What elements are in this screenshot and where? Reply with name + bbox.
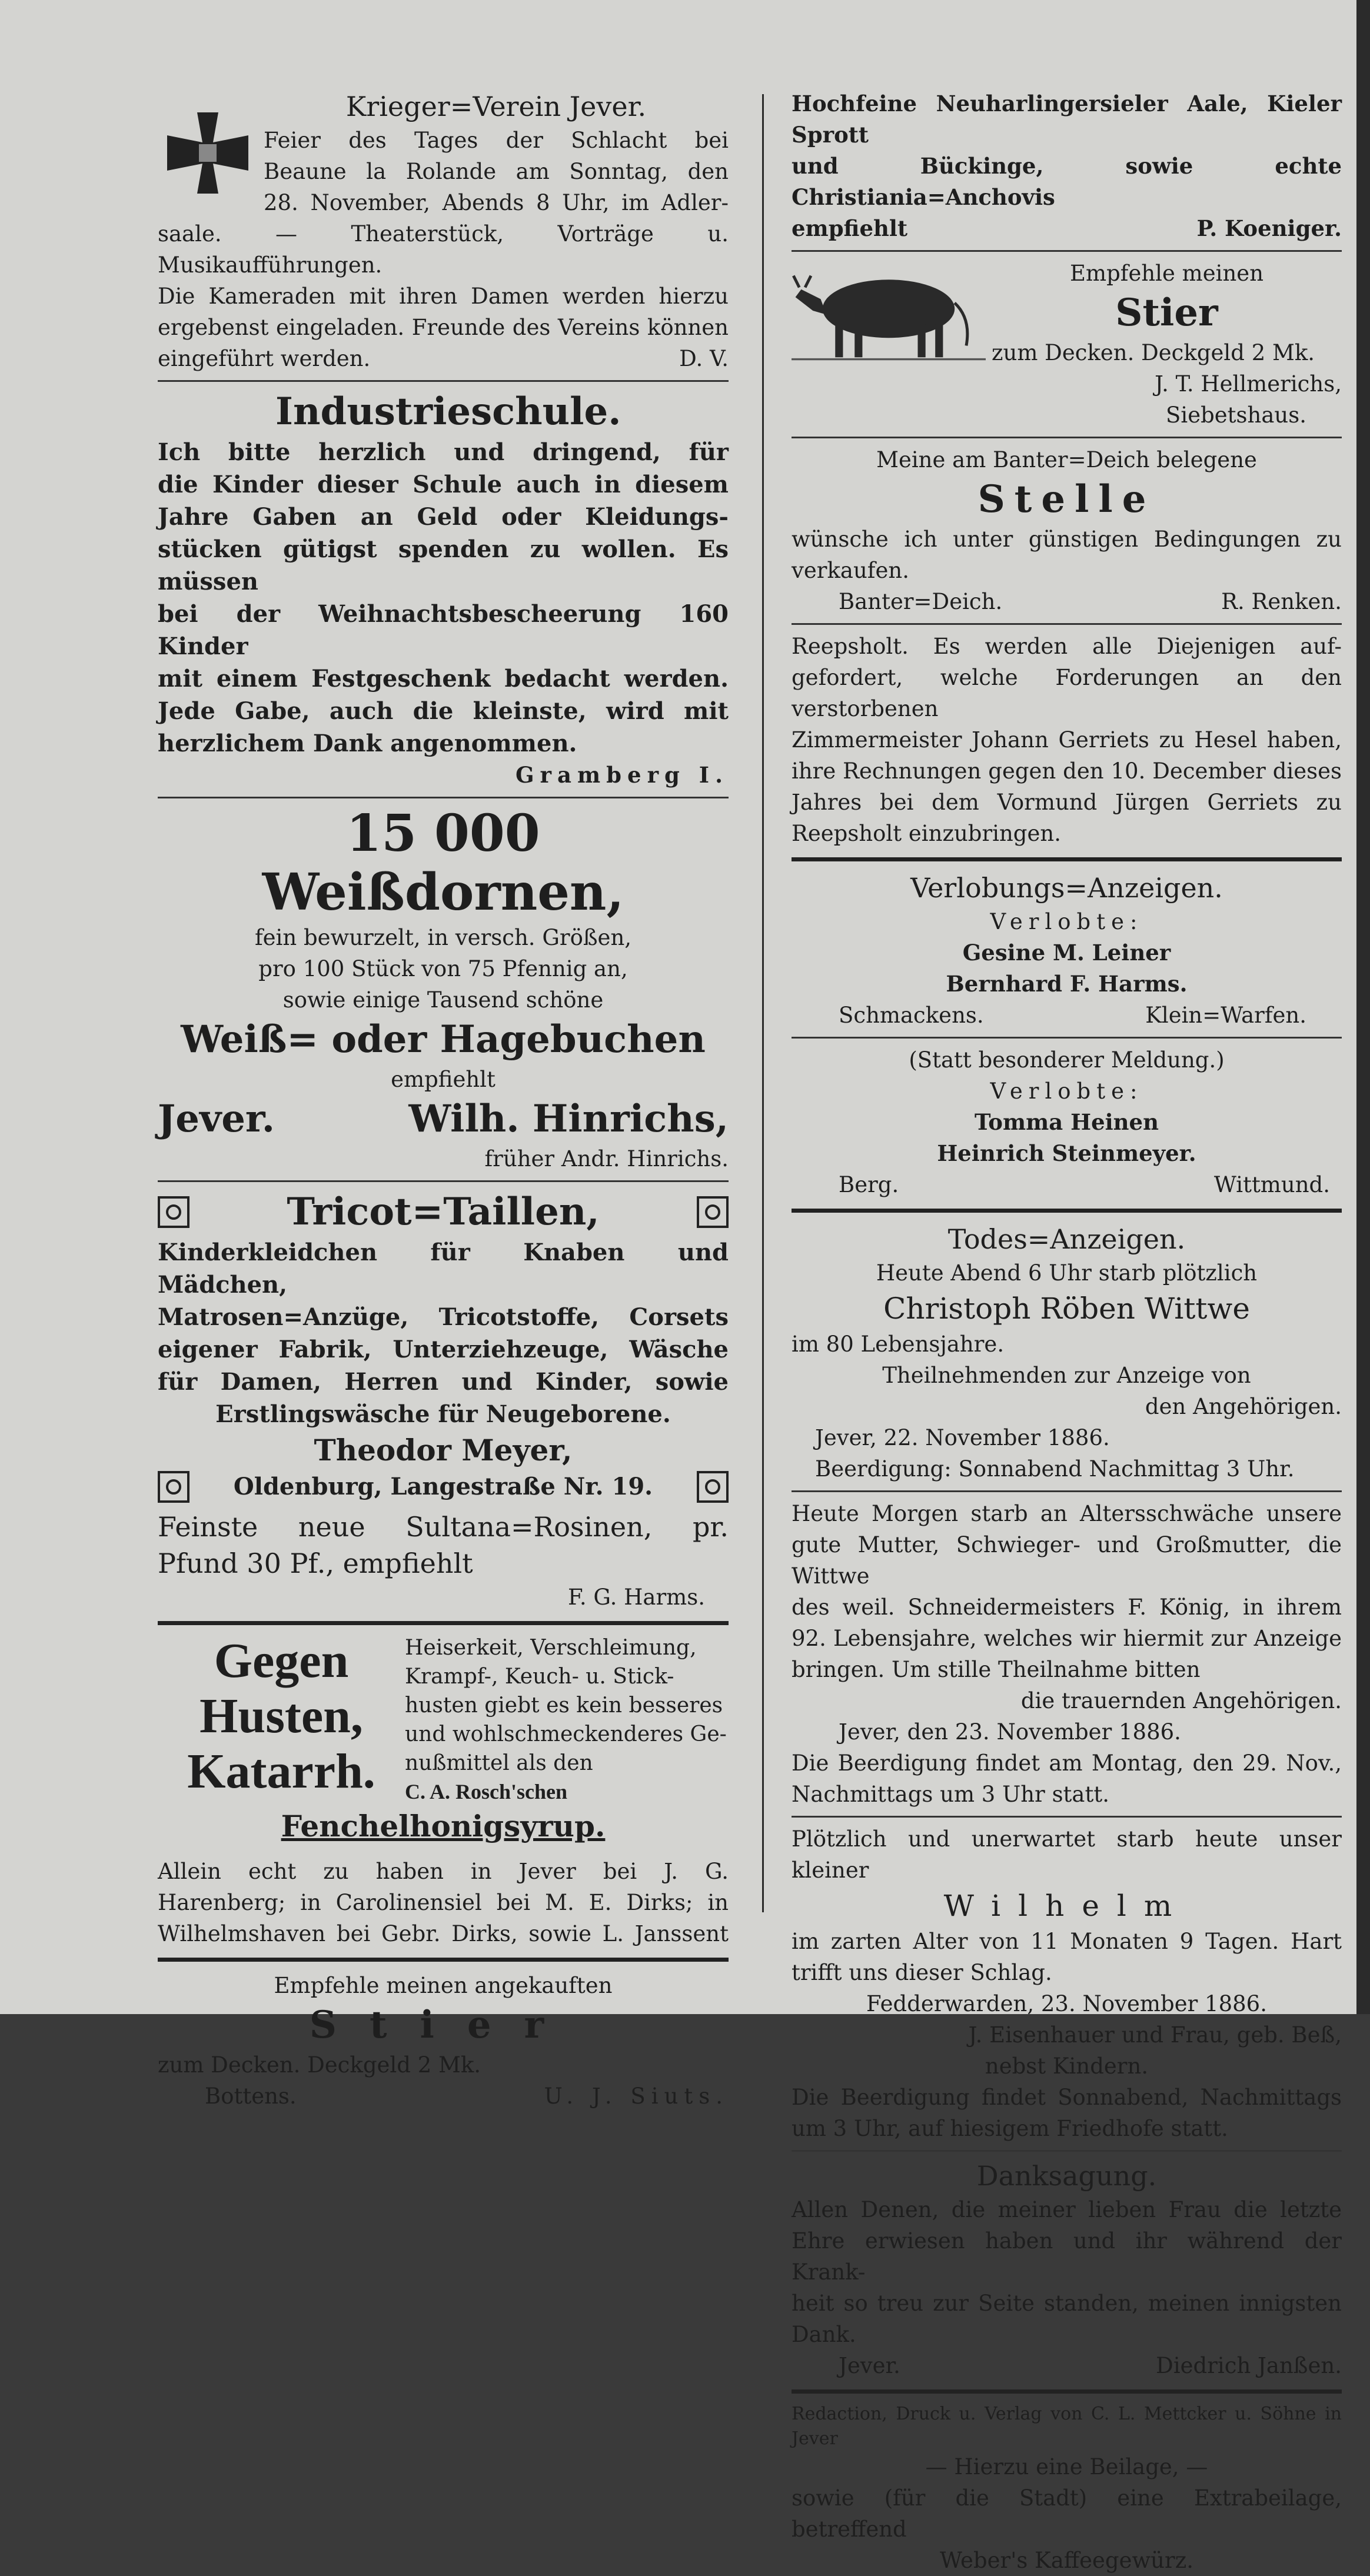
aale-ad: Hochfeine Neuharlingersieler Aale, Kieler Sprott und Bückinge, sowie echte Christiania=Anchovis empfiehlt P. Koeniger. xyxy=(792,91,1342,241)
imprint-footer: Redaction, Druck u. Verlag von C. L. Mettcker u. Söhne in Jever — Hierzu eine Beilage, — sowie (für die Stadt) eine Extrabeilage, betreffend Weber's Kaffeegewürz. xyxy=(792,2404,1342,2573)
iron-cross-icon xyxy=(164,94,252,212)
weissdornen-title: 15 000 Weißdornen, xyxy=(262,804,624,922)
divider xyxy=(792,623,1342,625)
stier-ad-top: Empfehle meinen Stier zum Decken. Deckgeld 2 Mk. J. T. Hellmerichs, Siebetshaus. xyxy=(792,258,1342,431)
left-column xyxy=(158,88,729,2112)
divider xyxy=(158,1180,729,1182)
page-edge xyxy=(1356,0,1370,2014)
industrieschule-title: Industrieschule. xyxy=(275,390,621,434)
divider xyxy=(792,1209,1342,1213)
verlobung-section: Verlobungs=Anzeigen. Verlobte: Gesine M. Leiner Bernhard F. Harms. Schmackens. Klein=Warfen. (Statt besonderer Meldung.) Verlobte: Tomma Heinen Heinrich Steinmeyer. Berg. Wittmund. xyxy=(792,870,1342,1200)
todes-title: Todes=Anzeigen. xyxy=(947,1223,1186,1255)
bull-icon xyxy=(792,258,986,370)
tricot-ad: Tricot=Taillen, Kinderkleidchen für Knaben und Mädchen, Matrosen=Anzüge, Tricotstoffe, Corsets eigener Fabrik, Unterziehzeuge, Wäsche für Damen, Herren und Kinder, sowie Erstlingswäsche für Neugeborene. Theodor Meyer, Oldenburg, Langestraße Nr. 19. xyxy=(158,1188,729,1503)
divider xyxy=(158,380,729,382)
krieger-title: Krieger=Verein Jever. xyxy=(345,91,647,122)
divider xyxy=(792,250,1342,252)
divider xyxy=(792,857,1342,861)
column-rule xyxy=(762,94,764,1912)
ornament-icon xyxy=(158,1196,189,1228)
right-column xyxy=(792,88,1342,2576)
husten-ad: Gegen Husten, Katarrh. Heiserkeit, Verschleimung, Krampf-, Keuch- u. Stick- husten giebt es kein besseres und wohlschmeckenderes Ge- nußmittel als den C. A. Rosch'schen Fenchelhonigsyrup. Allein echt zu haben in Jever bei J. G. Harenberg; in Carolinensiel bei M. E. Dirks; in Wilhelmshaven bei Gebr. Dirks, sowie L. Janssent xyxy=(158,1633,729,1946)
divider xyxy=(158,1621,729,1625)
divider xyxy=(792,2389,1342,2394)
reepsholt-notice: Reepsholt. Es werden alle Diejenigen auf- gefordert, welche Forderungen an den verstorbenen Zimmermeister Johann Gerriets zu Hesel haben, ihre Rechnungen gegen den 10. December dieses Jahres bei dem Vormund Jürgen Gerriets zu Reepsholt einzubringen. xyxy=(792,634,1342,846)
ornament-icon xyxy=(158,1471,189,1503)
verlobung-title: Verlobungs=Anzeigen. xyxy=(910,872,1223,904)
industrieschule-ad: Industrieschule. Ich bitte herzlich und dringend, für die Kinder dieser Schule auch in diesem Jahre Gaben an Geld oder Kleidungs- stücken gütigst spenden zu wollen. Es müssen bei der Weihnachtsbescheerung 160 Kinder mit einem Festgeschenk bedacht werden. Jede Gabe, auch die kleinste, wird mit herzlichem Dank angenommen. Gramberg I. xyxy=(158,388,729,791)
divider xyxy=(158,1958,729,1962)
rosinen-ad: Feinste neue Sultana=Rosinen, pr. Pfund 30 Pf., empfiehlt F. G. Harms. xyxy=(158,1511,729,1610)
stelle-ad: Meine am Banter=Deich belegene Stelle wünsche ich unter günstigen Bedingungen zu verkaufen. Banter=Deich. R. Renken. xyxy=(792,447,1342,614)
ornament-icon xyxy=(697,1471,729,1503)
todes-section: Todes=Anzeigen. Heute Abend 6 Uhr starb plötzlich Christoph Röben Wittwe im 80 Lebensjahre. Theilnehmenden zur Anzeige von den Angehörigen. Jever, 22. November 1886. Beerdigung: Sonnabend Nachmittag 3 Uhr. Heute Morgen starb an Altersschwäche unsere gute Mutter, Schwieger- und Großmutter, die Wittwe des weil. Schneidermeisters F. König, in ihrem 92. Lebensjahre, welches wir hiermit zur Anzeige bringen. Um stille Theilnahme bitten die trauernden Angehörigen. Jever, den 23. November 1886. Die Beerdigung findet am Montag, den 29. Nov., Nachmittags um 3 Uhr statt. Plötzlich und unerwartet starb heute unser kleiner Wilhelm im zarten Alter von 11 Monaten 9 Tagen. Hart trifft uns dieser Schlag. Fedderwarden, 23. November 1886. J. Eisenhauer und Frau, geb. Beß, nebst Kindern. Die Beerdigung findet Sonnabend, Nachmittags um 3 Uhr, auf hiesigem Friedhofe statt. xyxy=(792,1221,1342,2144)
ornament-icon xyxy=(697,1196,729,1228)
stier-ad-bottom: Empfehle meinen angekauften Stier zum Decken. Deckgeld 2 Mk. Bottens. U. J. Siuts. xyxy=(158,1973,729,2109)
krieger-verein-ad: Krieger=Verein Jever. Feier des Tages der Schlacht bei Beaune la Rolande am Sonntag, den 28. November, Abends 8 Uhr, im Adler- saale. — Theaterstück, Vorträge u. Musikaufführungen. Die Kameraden mit ihren Damen werden hierzu ergebenst eingeladen. Freunde des Vereins können eingeführt werden. D. V. xyxy=(158,88,729,374)
tricot-title: Tricot=Taillen, xyxy=(287,1190,600,1234)
danksagung: Danksagung. Allen Denen, die meiner lieben Frau die letzte Ehre erwiesen haben und ihr während der Krank- heit so treu zur Seite standen, meinen innigsten Dank. Jever. Diedrich Janßen. xyxy=(792,2160,1342,2378)
divider xyxy=(792,2150,1342,2152)
divider xyxy=(792,437,1342,438)
weissdornen-ad: 15 000 Weißdornen, fein bewurzelt, in versch. Größen, pro 100 Stück von 75 Pfennig an, sowie einige Tausend schöne Weiß= oder Hagebuchen empfiehlt Jever. Wilh. Hinrichs, früher Andr. Hinrichs. xyxy=(158,804,729,1171)
divider xyxy=(158,797,729,798)
